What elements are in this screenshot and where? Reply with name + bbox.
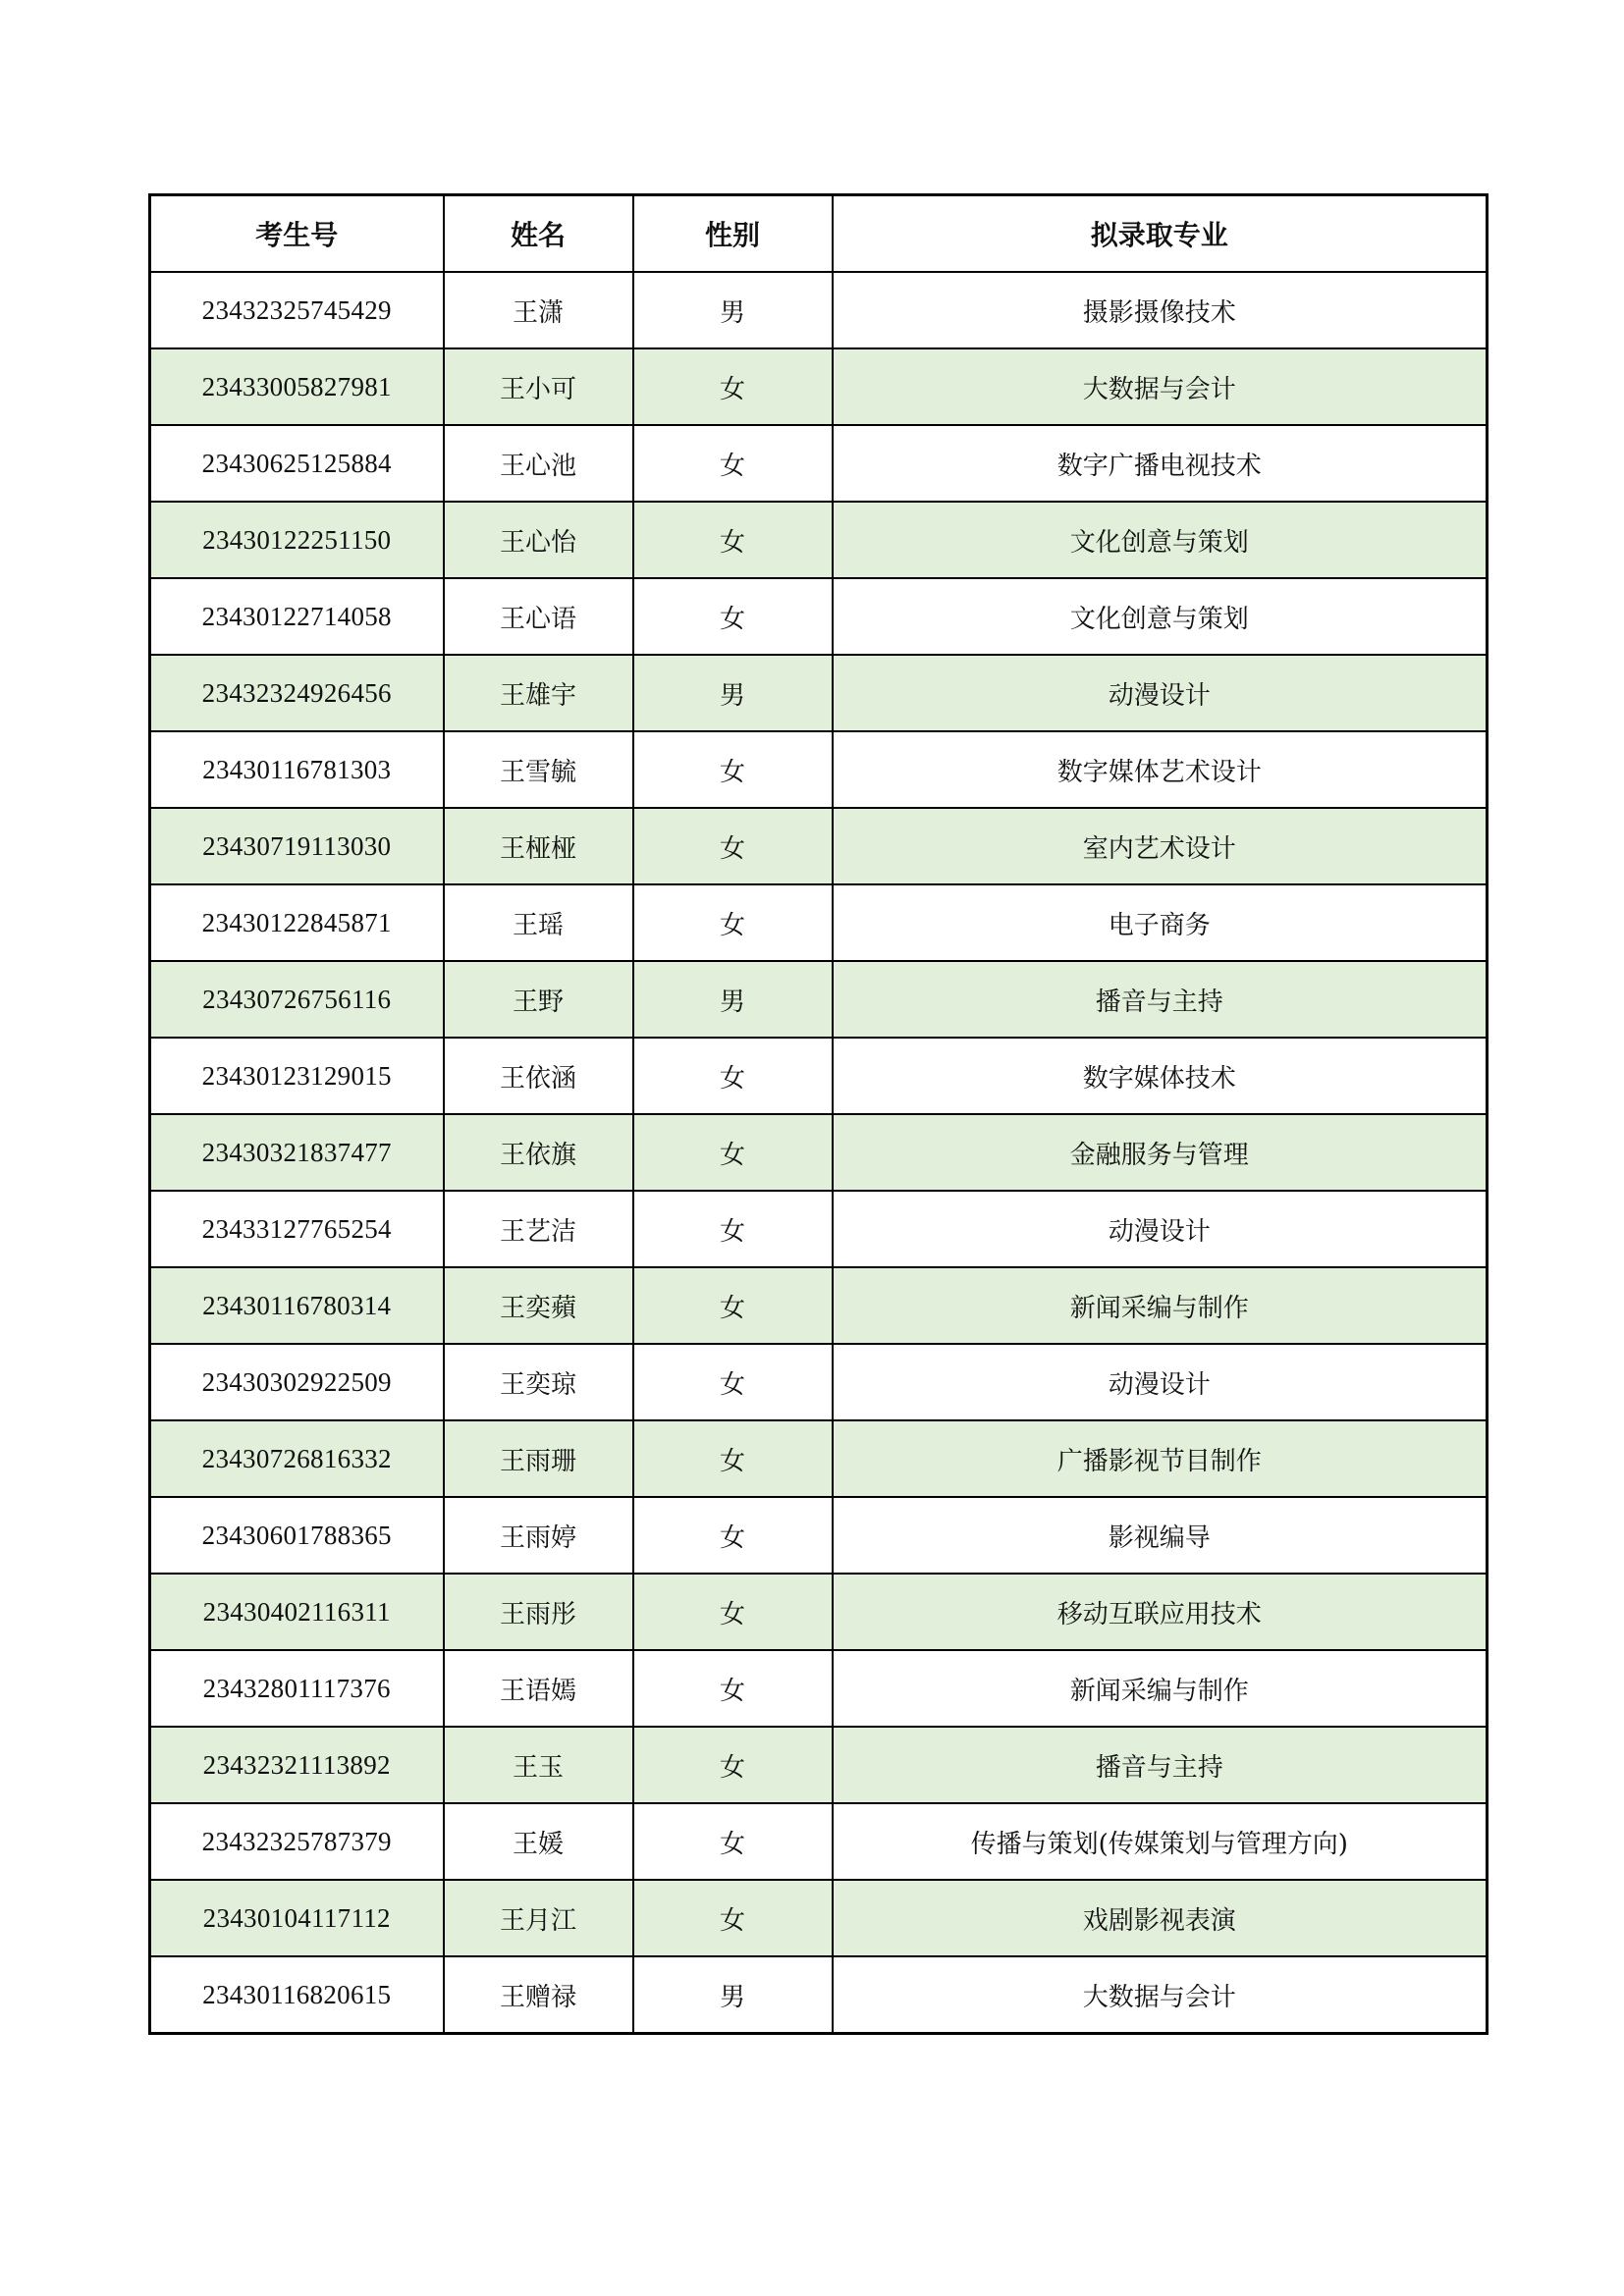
table-row xyxy=(150,1880,1488,1956)
cell-candidate-id: 23433127765254 xyxy=(150,1191,444,1267)
cell-major: 大数据与会计 xyxy=(833,1956,1488,2034)
cell-candidate-id: 23432325745429 xyxy=(150,272,444,348)
cell-gender: 女 xyxy=(633,578,833,655)
table-row xyxy=(150,1497,1488,1574)
table-row xyxy=(150,1038,1488,1114)
cell-name: 王桠桠 xyxy=(444,808,633,884)
cell-gender: 女 xyxy=(633,1420,833,1497)
cell-major: 摄影摄像技术 xyxy=(833,272,1488,348)
cell-name: 王玉 xyxy=(444,1727,633,1803)
cell-name: 王小可 xyxy=(444,348,633,425)
cell-gender: 女 xyxy=(633,502,833,578)
cell-candidate-id: 23430123129015 xyxy=(150,1038,444,1114)
table-row xyxy=(150,578,1488,655)
cell-major: 动漫设计 xyxy=(833,655,1488,731)
header-candidate-id: 考生号 xyxy=(150,195,444,273)
cell-name: 王赠禄 xyxy=(444,1956,633,2034)
table-row xyxy=(150,884,1488,961)
cell-name: 王野 xyxy=(444,961,633,1038)
table-row xyxy=(150,655,1488,731)
cell-major: 戏剧影视表演 xyxy=(833,1880,1488,1956)
cell-candidate-id: 23432801117376 xyxy=(150,1650,444,1727)
cell-candidate-id: 23432325787379 xyxy=(150,1803,444,1880)
cell-gender: 女 xyxy=(633,425,833,502)
cell-major: 文化创意与策划 xyxy=(833,578,1488,655)
table-row xyxy=(150,1727,1488,1803)
cell-gender: 女 xyxy=(633,1803,833,1880)
cell-major: 移动互联应用技术 xyxy=(833,1574,1488,1650)
table-row xyxy=(150,1650,1488,1727)
cell-name: 王艺洁 xyxy=(444,1191,633,1267)
header-major: 拟录取专业 xyxy=(833,195,1488,273)
cell-name: 王依旗 xyxy=(444,1114,633,1191)
table-row xyxy=(150,1803,1488,1880)
table-row xyxy=(150,348,1488,425)
admission-table xyxy=(148,193,1489,2035)
cell-candidate-id: 23430122251150 xyxy=(150,502,444,578)
table-row xyxy=(150,1267,1488,1344)
cell-major: 新闻采编与制作 xyxy=(833,1650,1488,1727)
cell-name: 王月江 xyxy=(444,1880,633,1956)
cell-name: 王奕琼 xyxy=(444,1344,633,1420)
cell-candidate-id: 23430116780314 xyxy=(150,1267,444,1344)
cell-major: 数字媒体艺术设计 xyxy=(833,731,1488,808)
cell-candidate-id: 23430116820615 xyxy=(150,1956,444,2034)
cell-gender: 男 xyxy=(633,961,833,1038)
cell-candidate-id: 23430122714058 xyxy=(150,578,444,655)
cell-gender: 男 xyxy=(633,1956,833,2034)
cell-name: 王心语 xyxy=(444,578,633,655)
cell-name: 王媛 xyxy=(444,1803,633,1880)
table-row xyxy=(150,961,1488,1038)
table-row xyxy=(150,731,1488,808)
cell-candidate-id: 23430719113030 xyxy=(150,808,444,884)
cell-candidate-id: 23432324926456 xyxy=(150,655,444,731)
table-body xyxy=(150,272,1488,2034)
table-header xyxy=(150,195,1488,273)
table-row xyxy=(150,1956,1488,2034)
cell-gender: 女 xyxy=(633,1038,833,1114)
cell-candidate-id: 23432321113892 xyxy=(150,1727,444,1803)
table-row xyxy=(150,808,1488,884)
cell-gender: 女 xyxy=(633,1497,833,1574)
cell-major: 影视编导 xyxy=(833,1497,1488,1574)
cell-name: 王心怡 xyxy=(444,502,633,578)
cell-gender: 女 xyxy=(633,808,833,884)
cell-major: 文化创意与策划 xyxy=(833,502,1488,578)
cell-gender: 女 xyxy=(633,1344,833,1420)
cell-major: 金融服务与管理 xyxy=(833,1114,1488,1191)
cell-gender: 女 xyxy=(633,1574,833,1650)
cell-name: 王奕蘋 xyxy=(444,1267,633,1344)
cell-name: 王雨珊 xyxy=(444,1420,633,1497)
cell-candidate-id: 23430601788365 xyxy=(150,1497,444,1574)
cell-gender: 男 xyxy=(633,655,833,731)
cell-major: 播音与主持 xyxy=(833,1727,1488,1803)
cell-candidate-id: 23430726756116 xyxy=(150,961,444,1038)
cell-major: 传播与策划(传媒策划与管理方向) xyxy=(833,1803,1488,1880)
table-row xyxy=(150,1420,1488,1497)
cell-gender: 男 xyxy=(633,272,833,348)
cell-major: 电子商务 xyxy=(833,884,1488,961)
cell-gender: 女 xyxy=(633,1267,833,1344)
table-row xyxy=(150,1574,1488,1650)
cell-major: 大数据与会计 xyxy=(833,348,1488,425)
cell-name: 王瑶 xyxy=(444,884,633,961)
cell-name: 王雄宇 xyxy=(444,655,633,731)
cell-candidate-id: 23430302922509 xyxy=(150,1344,444,1420)
header-name: 姓名 xyxy=(444,195,633,273)
cell-name: 王心池 xyxy=(444,425,633,502)
cell-name: 王雨婷 xyxy=(444,1497,633,1574)
cell-name: 王语嫣 xyxy=(444,1650,633,1727)
cell-major: 广播影视节目制作 xyxy=(833,1420,1488,1497)
cell-gender: 女 xyxy=(633,1727,833,1803)
cell-major: 新闻采编与制作 xyxy=(833,1267,1488,1344)
table-row xyxy=(150,1191,1488,1267)
cell-gender: 女 xyxy=(633,1114,833,1191)
cell-gender: 女 xyxy=(633,1191,833,1267)
cell-gender: 女 xyxy=(633,1880,833,1956)
table-row xyxy=(150,272,1488,348)
cell-candidate-id: 23430104117112 xyxy=(150,1880,444,1956)
table-row xyxy=(150,1344,1488,1420)
cell-gender: 女 xyxy=(633,884,833,961)
header-gender: 性别 xyxy=(633,195,833,273)
cell-gender: 女 xyxy=(633,1650,833,1727)
cell-candidate-id: 23430625125884 xyxy=(150,425,444,502)
cell-candidate-id: 23430122845871 xyxy=(150,884,444,961)
cell-candidate-id: 23430116781303 xyxy=(150,731,444,808)
cell-gender: 女 xyxy=(633,731,833,808)
cell-major: 室内艺术设计 xyxy=(833,808,1488,884)
cell-name: 王雨彤 xyxy=(444,1574,633,1650)
table-row xyxy=(150,425,1488,502)
cell-candidate-id: 23430726816332 xyxy=(150,1420,444,1497)
cell-candidate-id: 23430402116311 xyxy=(150,1574,444,1650)
cell-major: 数字媒体技术 xyxy=(833,1038,1488,1114)
cell-name: 王潇 xyxy=(444,272,633,348)
table-row xyxy=(150,1114,1488,1191)
cell-gender: 女 xyxy=(633,348,833,425)
cell-name: 王依涵 xyxy=(444,1038,633,1114)
table-row xyxy=(150,502,1488,578)
cell-candidate-id: 23430321837477 xyxy=(150,1114,444,1191)
header-row xyxy=(150,195,1488,273)
cell-major: 数字广播电视技术 xyxy=(833,425,1488,502)
cell-major: 动漫设计 xyxy=(833,1344,1488,1420)
cell-name: 王雪毓 xyxy=(444,731,633,808)
cell-major: 动漫设计 xyxy=(833,1191,1488,1267)
cell-candidate-id: 23433005827981 xyxy=(150,348,444,425)
cell-major: 播音与主持 xyxy=(833,961,1488,1038)
